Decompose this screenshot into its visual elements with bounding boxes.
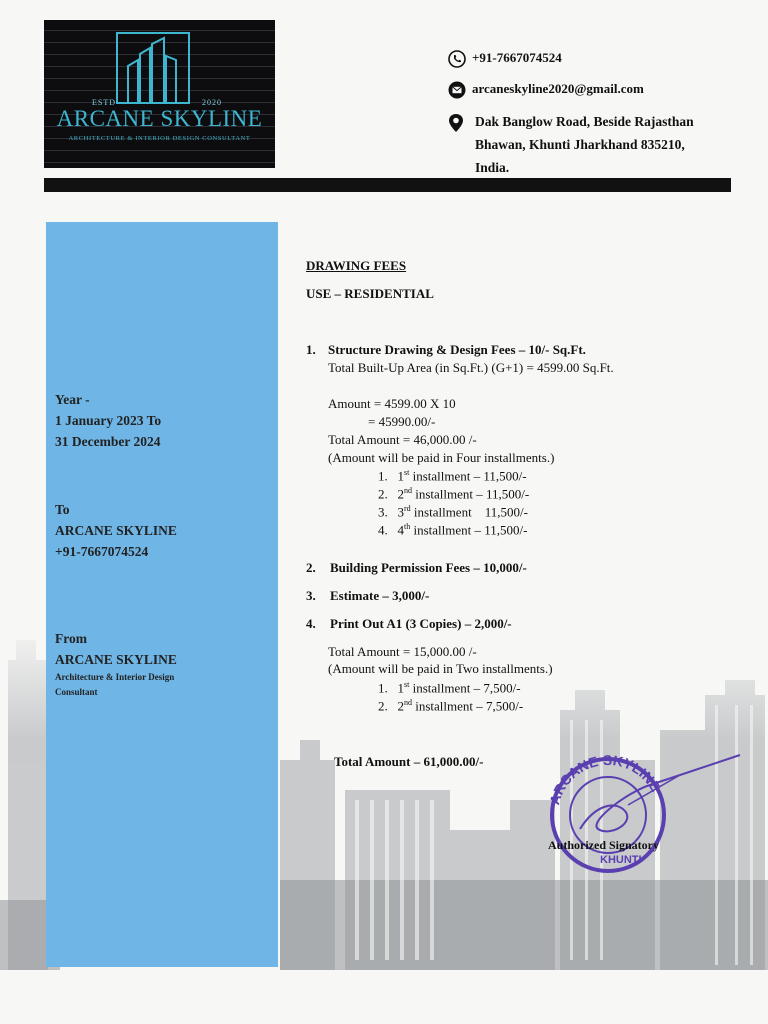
installment-suffix: th: [404, 522, 411, 531]
item-1-total: Total Amount = 46,000.00 /-: [328, 432, 477, 447]
from-label: From: [55, 631, 87, 646]
installment-ordinal: 4: [397, 522, 404, 538]
stamp-city: KHUNTI: [600, 854, 642, 866]
logo-tagline: ARCHITECTURE & INTERIOR DESIGN CONSULTANT: [68, 135, 251, 142]
installment-row: [378, 522, 527, 538]
from-name: ARCANE SKYLINE: [55, 652, 177, 667]
year-to: 31 December 2024: [55, 434, 161, 449]
installment-number: 3.: [378, 504, 388, 520]
installment-ordinal: 2: [397, 698, 404, 714]
item-1-number: 1.: [306, 342, 316, 357]
installment-text: installment – 7,500/-: [415, 698, 524, 714]
installment-row: [378, 504, 528, 520]
installment-ordinal: 1: [397, 468, 404, 484]
logo-company-name: ARCANE SKYLINE: [56, 106, 263, 131]
phone-icon: [448, 50, 466, 68]
installment-row: [378, 680, 521, 696]
installment-row: [378, 698, 523, 714]
validity-block: [55, 389, 161, 452]
installment-number: 2.: [378, 486, 388, 502]
header-divider: [44, 178, 731, 192]
installment-suffix: st: [404, 468, 410, 477]
installment-text: installment 11,500/-: [413, 504, 528, 520]
from-description-2: Consultant: [55, 687, 98, 697]
item-2-text: Building Permission Fees – 10,000/-: [330, 560, 527, 575]
contact-email: [448, 81, 644, 99]
stamp-text: ARCANE SKYLINE: [546, 751, 665, 807]
contact-phone: [448, 50, 562, 68]
contact-address-pin: [448, 113, 470, 133]
grand-total: Total Amount – 61,000.00/-: [334, 754, 484, 769]
item-1-area: Total Built-Up Area (in Sq.Ft.) (G+1) = 4599.00 Sq.Ft.: [328, 360, 614, 375]
installment-ordinal: 2: [397, 486, 404, 502]
item-3-text: Estimate – 3,000/-: [330, 588, 430, 603]
item-1-calc-2: = 45990.00/-: [368, 414, 436, 429]
installment-number: 2.: [378, 698, 388, 714]
item-3-number: 3.: [306, 588, 316, 603]
installment-row: [378, 486, 529, 502]
to-phone: +91-7667074524: [55, 544, 149, 559]
year-from: 1 January 2023 To: [55, 413, 162, 428]
document-title: DRAWING FEES: [306, 258, 407, 273]
installment-ordinal: 1: [397, 680, 404, 696]
installment-suffix: rd: [404, 504, 411, 513]
building-logo-icon: [116, 32, 190, 104]
mail-icon: [448, 81, 466, 99]
installment-number: 1.: [378, 680, 388, 696]
authorized-signatory-label: Authorized Signatory: [548, 838, 659, 852]
logo-estd: ESTD: [92, 98, 116, 107]
address-line-3: India.: [475, 160, 510, 175]
sender-block: [55, 628, 177, 700]
installment-text: installment – 7,500/-: [412, 680, 521, 696]
company-logo: [44, 20, 275, 168]
item-2-number: 2.: [306, 560, 316, 575]
address-line-1: Dak Banglow Road, Beside Rajasthan: [475, 114, 694, 129]
installment-number: 4.: [378, 522, 388, 538]
logo-year: 2020: [202, 98, 222, 107]
phone-number[interactable]: +91-7667074524: [472, 50, 562, 65]
installment-number: 1.: [378, 468, 388, 484]
to-name: ARCANE SKYLINE: [55, 523, 177, 538]
installment-suffix: nd: [404, 486, 412, 495]
installment-suffix: nd: [404, 698, 412, 707]
item-1-calc-1: Amount = 4599.00 X 10: [328, 396, 456, 411]
location-pin-icon: [448, 113, 464, 133]
installment-ordinal: 3: [397, 504, 404, 520]
item-1-note: (Amount will be paid in Four installments.): [328, 450, 555, 465]
to-label: To: [55, 502, 70, 517]
item-4-number: 4.: [306, 616, 316, 631]
side-panel: [46, 222, 278, 967]
year-label: Year -: [55, 392, 90, 407]
item-1-heading: Structure Drawing & Design Fees – 10/- Sq.Ft.: [328, 342, 586, 357]
email-address[interactable]: arcaneskyline2020@gmail.com: [472, 81, 644, 96]
company-stamp: [540, 745, 750, 875]
recipient-block: [55, 499, 177, 562]
item-4-note: (Amount will be paid in Two installments.): [328, 661, 553, 676]
address-line-2: Bhawan, Khunti Jharkhand 835210,: [475, 137, 685, 152]
installment-text: installment – 11,500/-: [413, 522, 528, 538]
installment-text: installment – 11,500/-: [415, 486, 530, 502]
installment-text: installment – 11,500/-: [412, 468, 527, 484]
use-type: USE – RESIDENTIAL: [306, 286, 434, 301]
installment-row: [378, 468, 527, 484]
installment-suffix: st: [404, 680, 410, 689]
from-description-1: Architecture & Interior Design: [55, 672, 175, 682]
address-block: [475, 110, 745, 179]
item-4-text: Print Out A1 (3 Copies) – 2,000/-: [330, 616, 512, 631]
item-4-total: Total Amount = 15,000.00 /-: [328, 644, 477, 659]
